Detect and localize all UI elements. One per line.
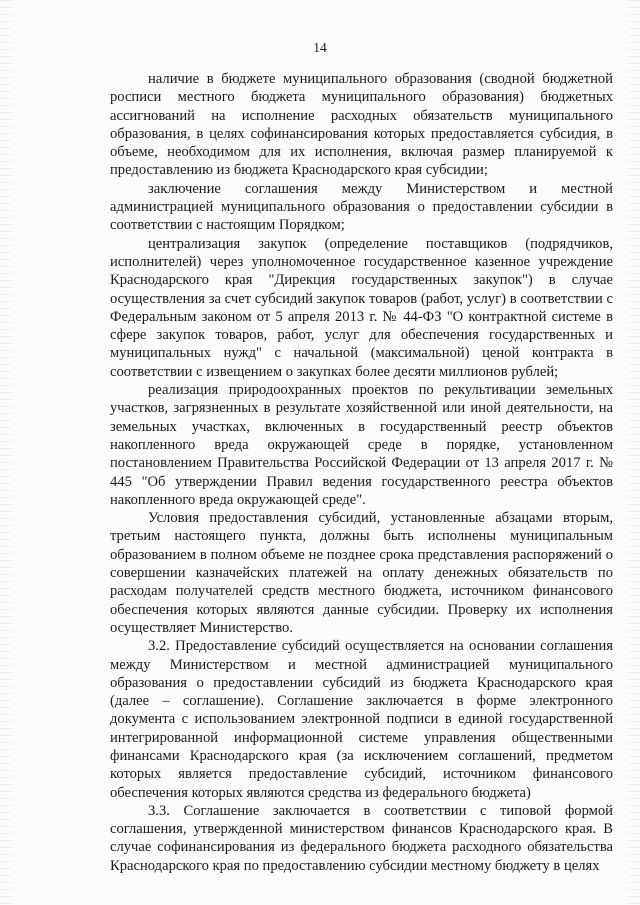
- scan-edge-left: [0, 0, 12, 905]
- paragraph-budget-availability: наличие в бюджете муниципального образования (сводной бюджетной росписи местного бюджета муниципального образования) бюджетных ассигнований на исполнение расходных обязательств муниципального образования, в целях софинансирования которых предоставляется субсидия, в объеме, необходимом для их исполнения, включая размер планируемой к предоставлению из бюджета Краснодарского края субсидии;: [110, 71, 613, 179]
- paragraph-agreement-conclusion: заключение соглашения между Министерством и местной администрацией муниципального образования о предоставлении субсидии в соответствии с настоящим Порядком;: [110, 180, 613, 234]
- paragraph-environmental-projects: реализация природоохранных проектов по рекультивации земельных участков, загрязненных в результате хозяйственной или иной деятельности, на земельных участках, включенных в государственный реестр объектов накопленного вреда окружающей среде в порядке, установленном постановлением Правительства Российской Федерации от 13 апреля 2017 г. № 445 "Об утверждении Правил ведения государственного реестра объектов накопленного вреда окружающей среде".: [110, 382, 613, 508]
- scan-edge-right: [628, 0, 640, 905]
- paragraph-section-3-3: 3.3. Соглашение заключается в соответствии с типовой формой соглашения, утвержденной министерством финансов Краснодарского края. В случае софинансирования из федерального бюджета расходного обязательства Краснодарского края по предоставлению субсидии местному бюджету в целях: [110, 802, 613, 874]
- page-number: 14: [313, 40, 327, 55]
- paragraph-subsidy-conditions: Условия предоставления субсидий, установленные абзацами вторым, третьим настоящего пункта, должны быть исполнены муниципальным образованием в полном объеме не позднее срока представления распоряжений о совершении казначейских платежей на оплату денежных обязательств по расходам получателей средств местного бюджета, источником финансового обеспечения которых являются данные субсидии. Проверку их исполнения осуществляет Министерство.: [110, 510, 613, 636]
- paragraph-procurement-centralization: централизация закупок (определение поставщиков (подрядчиков, исполнителей) через уполномоченное государственное казенное учреждение Краснодарского края "Дирекция государственных закупок") в случае осуществления за счет субсидий закупок товаров (работ, услуг) в соответствии с Федеральным законом от 5 апреля 2013 г. № 44-ФЗ "О контрактной системе в сфере закупок товаров, работ, услуг для обеспечения государственных и муниципальных нужд" с начальной (максимальной) ценой контракта в соответствии с извещением о закупках более десяти миллионов рублей;: [110, 235, 613, 380]
- document-body: [110, 70, 613, 875]
- paragraph-section-3-2: 3.2. Предоставление субсидий осуществляется на основании соглашения между Министерством и местной администрацией муниципального образования о предоставлении субсидий из бюджета Краснодарского края (далее – соглашение). Соглашение заключается в форме электронного документа с использованием электронной подписи в единой государственной интегрированной информационной системе управления общественными финансами Краснодарского края (за исключением соглашений, предметом которых является предоставление субсидий, источником финансового обеспечения которых являются средства из федерального бюджета): [110, 638, 613, 801]
